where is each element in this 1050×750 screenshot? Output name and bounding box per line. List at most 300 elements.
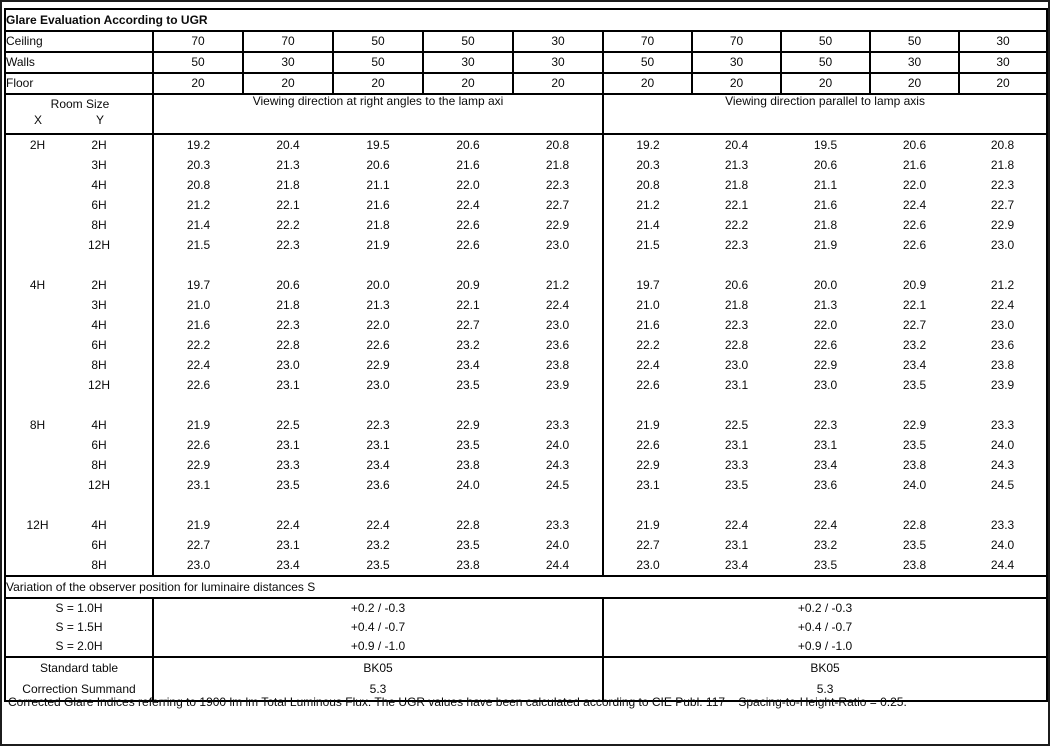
ugr-value-cell: 22.6 (603, 375, 692, 395)
ugr-value-cell: 22.6 (153, 435, 243, 455)
ugr-value-cell: 21.1 (813, 177, 838, 192)
surface-value-cell: 50 (603, 52, 692, 73)
ugr-value-cell: 21.0 (603, 295, 692, 315)
spacer-row (5, 395, 1047, 415)
ugr-value-cell: 20.9 (902, 277, 927, 292)
ugr-value-cell: 23.3 (545, 517, 570, 532)
room-x-cell (5, 375, 69, 395)
pad-cell (129, 295, 153, 315)
ugr-value-cell: 23.5 (456, 437, 480, 452)
ugr-value-cell: 22.9 (545, 217, 570, 232)
table-title: Glare Evaluation According to UGR (5, 9, 1047, 31)
room-x-cell (5, 155, 69, 175)
surface-value-cell: 50 (333, 31, 423, 52)
room-x-cell: 12H (26, 517, 49, 532)
surface-value-cell: 30 (423, 52, 513, 73)
ugr-value-cell: 22.6 (902, 237, 927, 252)
ugr-value-cell: 22.3 (724, 317, 749, 332)
surface-value-cell: 20 (870, 73, 959, 94)
room-x-cell (5, 455, 69, 475)
ugr-value-cell: 23.0 (724, 357, 749, 372)
surface-value-cell: 70 (243, 31, 333, 52)
ugr-value-cell: 22.6 (456, 237, 480, 252)
ugr-value-cell: 23.6 (545, 337, 570, 352)
pad-cell (129, 134, 153, 155)
ugr-value-cell: 23.8 (545, 357, 570, 372)
ugr-value-cell: 24.0 (990, 537, 1015, 552)
correction-summand-label: Correction Summand (22, 682, 136, 697)
ugr-value-cell: 22.3 (813, 417, 838, 432)
ugr-value-cell: 23.6 (813, 477, 838, 492)
ugr-value-cell: 20.6 (724, 277, 749, 292)
surface-value-cell: 20 (781, 73, 870, 94)
correction-summand-right-value: 5.3 (603, 679, 1047, 701)
ugr-value-cell: 22.4 (456, 197, 480, 212)
ugr-data-row (5, 175, 1047, 195)
ugr-value-cell: 24.3 (545, 457, 570, 472)
ugr-data-row (5, 535, 1047, 555)
spacer-cell (153, 255, 603, 275)
ugr-value-cell: 21.1 (366, 177, 390, 192)
room-y-cell: 12H (87, 377, 110, 392)
ugr-value-cell: 20.4 (276, 137, 300, 152)
ugr-value-cell: 23.3 (545, 417, 570, 432)
ugr-value-cell: 22.6 (603, 435, 692, 455)
ugr-value-cell: 22.8 (276, 337, 300, 352)
variation-heading-row (5, 576, 1047, 598)
ugr-value-cell: 23.0 (813, 377, 838, 392)
pad-cell (129, 175, 153, 195)
ugr-value-cell: 21.8 (276, 177, 300, 192)
ugr-value-cell: 23.5 (724, 477, 749, 492)
surface-value-cell: 50 (333, 52, 423, 73)
ugr-data-section (5, 134, 1047, 576)
spacer-cell (603, 255, 1047, 275)
variation-label: S = 2.0H (55, 639, 103, 654)
ugr-data-row (5, 515, 1047, 535)
room-y-cell: 4H (91, 177, 107, 192)
ugr-value-cell: 23.1 (813, 437, 838, 452)
ugr-value-cell: 24.5 (990, 477, 1015, 492)
ugr-value-cell: 21.2 (545, 277, 570, 292)
ugr-value-cell: 23.1 (276, 537, 300, 552)
surface-value-cell: 30 (870, 52, 959, 73)
ugr-value-cell: 21.6 (603, 315, 692, 335)
ugr-data-row (5, 375, 1047, 395)
ugr-value-cell: 21.6 (902, 157, 927, 172)
surface-row (5, 31, 1047, 52)
room-x-cell (5, 555, 69, 576)
pad-cell (129, 435, 153, 455)
ugr-value-cell: 22.4 (724, 517, 749, 532)
pad-cell (129, 235, 153, 255)
ugr-value-cell: 23.1 (276, 437, 300, 452)
ugr-value-cell: 22.1 (456, 297, 480, 312)
ugr-value-cell: 24.5 (545, 477, 570, 492)
ugr-value-cell: 23.6 (990, 337, 1015, 352)
ugr-value-cell: 21.3 (276, 157, 300, 172)
ugr-value-cell: 22.9 (153, 455, 243, 475)
ugr-data-row (5, 195, 1047, 215)
ugr-value-cell: 22.7 (153, 535, 243, 555)
surface-value-cell: 20 (333, 73, 423, 94)
ugr-data-row (5, 235, 1047, 255)
spacer-row (5, 255, 1047, 275)
pad-cell (129, 515, 153, 535)
ugr-value-cell: 19.5 (813, 137, 838, 152)
ugr-value-cell: 21.0 (153, 295, 243, 315)
pad-cell (129, 195, 153, 215)
ugr-value-cell: 22.4 (153, 355, 243, 375)
ugr-value-cell: 23.1 (603, 475, 692, 495)
variation-label: S = 1.0H (55, 601, 103, 616)
ugr-value-cell: 24.4 (545, 557, 570, 572)
pad-cell (129, 355, 153, 375)
ugr-value-cell: 22.7 (456, 317, 480, 332)
room-y-cell: 4H (91, 317, 107, 332)
ugr-value-cell: 23.5 (902, 377, 927, 392)
ugr-value-cell: 21.3 (813, 297, 838, 312)
room-y-cell: 3H (91, 297, 107, 312)
ugr-value-cell: 24.0 (545, 537, 570, 552)
surface-value-cell: 30 (692, 52, 781, 73)
ugr-value-cell: 20.3 (153, 155, 243, 175)
ugr-value-cell: 20.6 (902, 137, 927, 152)
ugr-value-cell: 21.6 (153, 315, 243, 335)
ugr-value-cell: 22.3 (366, 417, 390, 432)
ugr-value-cell: 20.4 (724, 137, 749, 152)
ugr-value-cell: 23.4 (902, 357, 927, 372)
header-row (5, 94, 1047, 134)
pad-cell (129, 415, 153, 435)
header-section (5, 94, 1047, 134)
ugr-value-cell: 22.1 (724, 197, 749, 212)
surface-value-cell: 50 (781, 31, 870, 52)
ugr-data-row (5, 335, 1047, 355)
room-x-cell (5, 475, 69, 495)
ugr-value-cell: 22.8 (456, 517, 480, 532)
ugr-value-cell: 22.9 (902, 417, 927, 432)
pad-cell (129, 375, 153, 395)
variation-label: S = 1.5H (55, 620, 103, 635)
ugr-value-cell: 21.2 (990, 277, 1015, 292)
ugr-value-cell: 22.2 (603, 335, 692, 355)
room-x-cell: 8H (29, 417, 46, 432)
footer-note: Corrected Glare Indices referring to 1900 lm lm Total Luminous Flux. The UGR values have been calculated according to CIE Publ. 117 Spacing-to-Height-Ratio = 0.25. (8, 695, 907, 709)
ugr-value-cell: 23.4 (276, 557, 300, 572)
ugr-value-cell: 20.9 (456, 277, 480, 292)
ugr-data-row (5, 155, 1047, 175)
spacer-cell (5, 395, 153, 415)
room-x-cell (5, 535, 69, 555)
ugr-value-cell: 21.8 (724, 177, 749, 192)
ugr-value-cell: 22.8 (902, 517, 927, 532)
ugr-value-cell: 21.3 (724, 157, 749, 172)
ugr-value-cell: 20.6 (813, 157, 838, 172)
surface-value-cell: 70 (153, 31, 243, 52)
spacer-cell (603, 495, 1047, 515)
variation-left-value: +0.4 / -0.7 (153, 618, 603, 637)
ugr-value-cell: 22.6 (153, 375, 243, 395)
ugr-table (4, 8, 1048, 702)
ugr-data-row (5, 475, 1047, 495)
room-y-cell: 8H (91, 457, 107, 472)
room-y-cell: 6H (91, 437, 107, 452)
ugr-value-cell: 23.1 (724, 377, 749, 392)
ugr-value-cell: 21.4 (153, 215, 243, 235)
room-y-cell: 2H (91, 137, 107, 152)
ugr-value-cell: 19.5 (366, 137, 390, 152)
ugr-value-cell: 23.4 (724, 557, 749, 572)
ugr-value-cell: 21.8 (545, 157, 570, 172)
ugr-value-cell: 21.5 (153, 235, 243, 255)
standard-table-label: Standard table (5, 657, 153, 679)
room-y-cell: 3H (91, 157, 107, 172)
room-y-cell: 12H (87, 477, 110, 492)
variation-row (5, 618, 1047, 637)
ugr-value-cell: 21.8 (724, 297, 749, 312)
room-y-cell: 8H (91, 557, 107, 572)
ugr-data-row (5, 555, 1047, 576)
surface-value-cell: 20 (959, 73, 1047, 94)
variation-right-value: +0.4 / -0.7 (603, 618, 1047, 637)
room-y-cell: 6H (91, 197, 107, 212)
ugr-value-cell: 23.0 (990, 237, 1015, 252)
pad-cell (129, 155, 153, 175)
ugr-value-cell: 23.0 (990, 317, 1015, 332)
ugr-value-cell: 23.8 (990, 357, 1015, 372)
ugr-value-cell: 21.3 (366, 297, 390, 312)
pad-cell (129, 475, 153, 495)
ugr-value-cell: 20.6 (366, 157, 390, 172)
spacer-row (5, 495, 1047, 515)
surface-value-cell: 30 (513, 31, 603, 52)
ugr-value-cell: 22.2 (724, 217, 749, 232)
surface-value-cell: 70 (603, 31, 692, 52)
room-y-cell: 4H (91, 517, 107, 532)
ugr-value-cell: 21.4 (603, 215, 692, 235)
ugr-value-cell: 19.7 (603, 275, 692, 295)
room-x-cell (5, 295, 69, 315)
room-y-cell: 8H (91, 217, 107, 232)
x-axis-label: X (33, 112, 42, 127)
ugr-value-cell: 22.9 (603, 455, 692, 475)
surface-row (5, 52, 1047, 73)
variation-section (5, 576, 1047, 657)
ugr-data-row (5, 415, 1047, 435)
ugr-value-cell: 23.3 (990, 417, 1015, 432)
spacer-cell (5, 495, 153, 515)
variation-heading: Variation of the observer position for luminaire distances S (5, 576, 1047, 598)
ugr-value-cell: 22.2 (276, 217, 300, 232)
surface-value-cell: 50 (781, 52, 870, 73)
variation-row (5, 637, 1047, 657)
ugr-value-cell: 21.2 (603, 195, 692, 215)
ugr-value-cell: 21.9 (366, 237, 390, 252)
variation-row (5, 598, 1047, 618)
ugr-value-cell: 22.6 (456, 217, 480, 232)
ugr-value-cell: 20.0 (366, 277, 390, 292)
ugr-value-cell: 24.0 (456, 477, 480, 492)
ugr-value-cell: 22.7 (990, 197, 1015, 212)
ugr-value-cell: 22.4 (545, 297, 570, 312)
surface-value-cell: 20 (243, 73, 333, 94)
ugr-value-cell: 22.1 (276, 197, 300, 212)
ugr-data-row (5, 455, 1047, 475)
surface-value-cell: 50 (870, 31, 959, 52)
ugr-value-cell: 24.0 (990, 437, 1015, 452)
ugr-value-cell: 23.8 (902, 557, 927, 572)
pad-cell (129, 535, 153, 555)
surface-value-cell: 50 (153, 52, 243, 73)
room-y-cell: 6H (91, 537, 107, 552)
ugr-value-cell: 20.8 (603, 175, 692, 195)
ugr-value-cell: 22.1 (902, 297, 927, 312)
variation-left-value: +0.9 / -1.0 (153, 637, 603, 657)
ugr-value-cell: 20.0 (813, 277, 838, 292)
ugr-value-cell: 22.3 (276, 317, 300, 332)
ugr-data-row (5, 275, 1047, 295)
ugr-value-cell: 21.6 (366, 197, 390, 212)
ugr-value-cell: 21.2 (153, 195, 243, 215)
variation-left-value: +0.2 / -0.3 (153, 598, 603, 618)
surface-row (5, 73, 1047, 94)
pad-cell (129, 335, 153, 355)
room-x-cell (5, 315, 69, 335)
ugr-value-cell: 22.0 (813, 317, 838, 332)
surface-value-cell: 20 (153, 73, 243, 94)
room-x-cell (5, 235, 69, 255)
ugr-value-cell: 21.8 (813, 217, 838, 232)
ugr-value-cell: 23.0 (603, 555, 692, 576)
ugr-value-cell: 20.3 (603, 155, 692, 175)
ugr-value-cell: 21.9 (153, 515, 243, 535)
variation-right-value: +0.9 / -1.0 (603, 637, 1047, 657)
surface-value-cell: 30 (243, 52, 333, 73)
ugr-value-cell: 22.5 (724, 417, 749, 432)
ugr-value-cell: 22.3 (545, 177, 570, 192)
surface-row-label: Floor (5, 73, 153, 94)
surface-value-cell: 20 (603, 73, 692, 94)
room-x-cell (5, 215, 69, 235)
standard-table-right-value: BK05 (603, 657, 1047, 679)
ugr-data-row (5, 355, 1047, 375)
ugr-value-cell: 20.8 (153, 175, 243, 195)
ugr-value-cell: 23.0 (276, 357, 300, 372)
ugr-data-row (5, 315, 1047, 335)
ugr-value-cell: 19.2 (603, 134, 692, 155)
ugr-value-cell: 21.9 (153, 415, 243, 435)
surface-value-cell: 30 (513, 52, 603, 73)
ugr-value-cell: 21.8 (366, 217, 390, 232)
pad-cell (129, 275, 153, 295)
ugr-value-cell: 20.6 (456, 137, 480, 152)
ugr-value-cell: 20.6 (276, 277, 300, 292)
ugr-value-cell: 23.1 (366, 437, 390, 452)
surface-value-cell: 20 (423, 73, 513, 94)
room-x-cell (5, 175, 69, 195)
room-y-cell: 12H (87, 237, 110, 252)
ugr-value-cell: 23.5 (456, 537, 480, 552)
y-axis-label: Y (95, 112, 104, 127)
room-y-cell: 8H (91, 357, 107, 372)
ugr-value-cell: 23.5 (456, 377, 480, 392)
xy-label-row (6, 114, 152, 127)
title-row (5, 9, 1047, 31)
spacer-cell (153, 395, 603, 415)
ugr-value-cell: 23.0 (545, 317, 570, 332)
pad-cell (129, 315, 153, 335)
surface-value-cell: 20 (513, 73, 603, 94)
room-x-cell: 4H (29, 277, 46, 292)
room-size-header-cell (5, 94, 153, 134)
ugr-value-cell: 21.8 (990, 157, 1015, 172)
ugr-value-cell: 23.2 (902, 337, 927, 352)
ugr-value-cell: 22.5 (276, 417, 300, 432)
surface-value-cell: 70 (692, 31, 781, 52)
ugr-value-cell: 22.9 (456, 417, 480, 432)
viewing-direction-left-header: Viewing direction at right angles to the lamp axi (153, 94, 603, 134)
ugr-data-row (5, 134, 1047, 155)
ugr-value-cell: 22.4 (990, 297, 1015, 312)
ugr-value-cell: 23.5 (813, 557, 838, 572)
ugr-value-cell: 22.3 (724, 237, 749, 252)
room-y-cell: 6H (91, 337, 107, 352)
ugr-value-cell: 23.3 (276, 457, 300, 472)
surface-row-label: Walls (5, 52, 153, 73)
ugr-value-cell: 23.4 (456, 357, 480, 372)
ugr-value-cell: 24.0 (545, 437, 570, 452)
ugr-value-cell: 23.0 (545, 237, 570, 252)
ugr-value-cell: 20.8 (545, 137, 570, 152)
ugr-value-cell: 21.9 (603, 415, 692, 435)
ugr-value-cell: 22.4 (366, 517, 390, 532)
surface-row-label: Ceiling (5, 31, 153, 52)
spacer-cell (5, 255, 153, 275)
ugr-value-cell: 22.6 (902, 217, 927, 232)
title-section (5, 9, 1047, 31)
ugr-value-cell: 22.6 (813, 337, 838, 352)
ugr-value-cell: 24.4 (990, 557, 1015, 572)
ugr-value-cell: 22.7 (545, 197, 570, 212)
room-x-cell (5, 435, 69, 455)
spacer-cell (153, 495, 603, 515)
ugr-value-cell: 22.9 (813, 357, 838, 372)
ugr-value-cell: 22.0 (456, 177, 480, 192)
ugr-value-cell: 22.2 (153, 335, 243, 355)
room-y-cell: 2H (91, 277, 107, 292)
spacer-cell (603, 395, 1047, 415)
ugr-value-cell: 23.6 (366, 477, 390, 492)
ugr-value-cell: 23.0 (366, 377, 390, 392)
ugr-value-cell: 22.4 (276, 517, 300, 532)
ugr-value-cell: 22.9 (366, 357, 390, 372)
room-x-cell (5, 355, 69, 375)
room-size-label: Room Size (50, 97, 110, 111)
surface-value-cell: 20 (692, 73, 781, 94)
surface-section (5, 31, 1047, 94)
surface-value-cell: 50 (423, 31, 513, 52)
ugr-data-row (5, 435, 1047, 455)
ugr-value-cell: 23.4 (366, 457, 390, 472)
ugr-value-cell: 23.8 (902, 457, 927, 472)
ugr-value-cell: 22.4 (603, 355, 692, 375)
ugr-value-cell: 22.0 (902, 177, 927, 192)
variation-right-value: +0.2 / -0.3 (603, 598, 1047, 618)
correction-summand-left-value: 5.3 (153, 679, 603, 701)
ugr-value-cell: 23.8 (456, 457, 480, 472)
ugr-value-cell: 23.1 (276, 377, 300, 392)
